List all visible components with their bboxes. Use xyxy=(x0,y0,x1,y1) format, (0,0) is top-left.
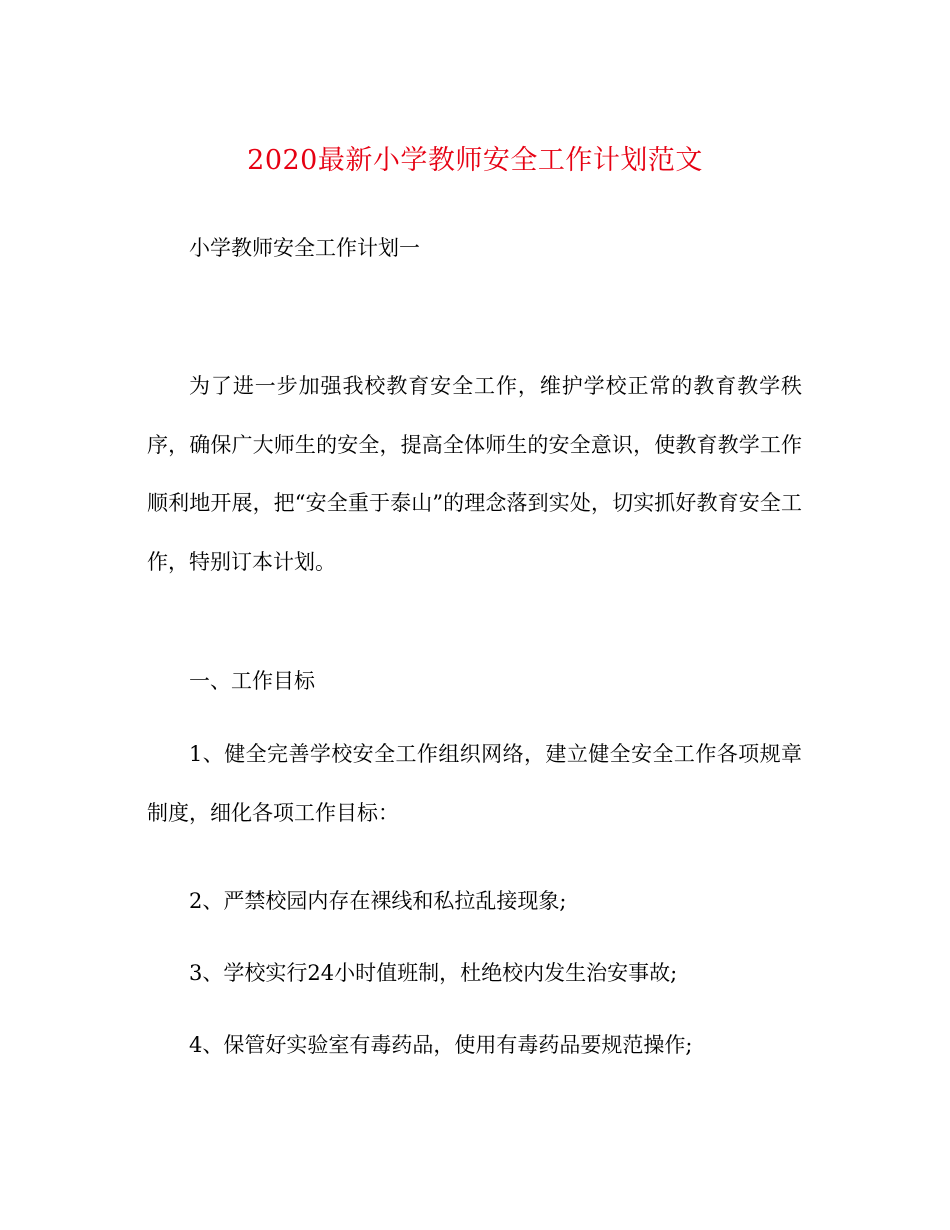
paragraph-intro: 为了进一步加强我校教育安全工作，维护学校正常的教育教学秩序，确保广大师生的安全，提高全体师生的安全意识，使教育教学工作顺利地开展，把“安全重于泰山”的理念落到实处，切实抓好教育安全工作，特别订本计划。 xyxy=(147,374,802,574)
list-item-3: 3、学校实行24小时值班制，杜绝校内发生治安事故; xyxy=(189,961,678,985)
document-title: 2020最新小学教师安全工作计划范文 xyxy=(247,145,703,176)
list-item-4: 4、保管好实验室有毒药品，使用有毒药品要规范操作; xyxy=(189,1033,693,1057)
list-item-2: 2、严禁校园内存在裸线和私拉乱接现象; xyxy=(189,889,567,913)
list-item-1: 1、健全完善学校安全工作组织网络，建立健全安全工作各项规章制度，细化各项工作目标： xyxy=(147,742,802,825)
heading-work-goals: 一、工作目标 xyxy=(189,669,315,693)
section-subtitle: 小学教师安全工作计划一 xyxy=(189,236,420,260)
